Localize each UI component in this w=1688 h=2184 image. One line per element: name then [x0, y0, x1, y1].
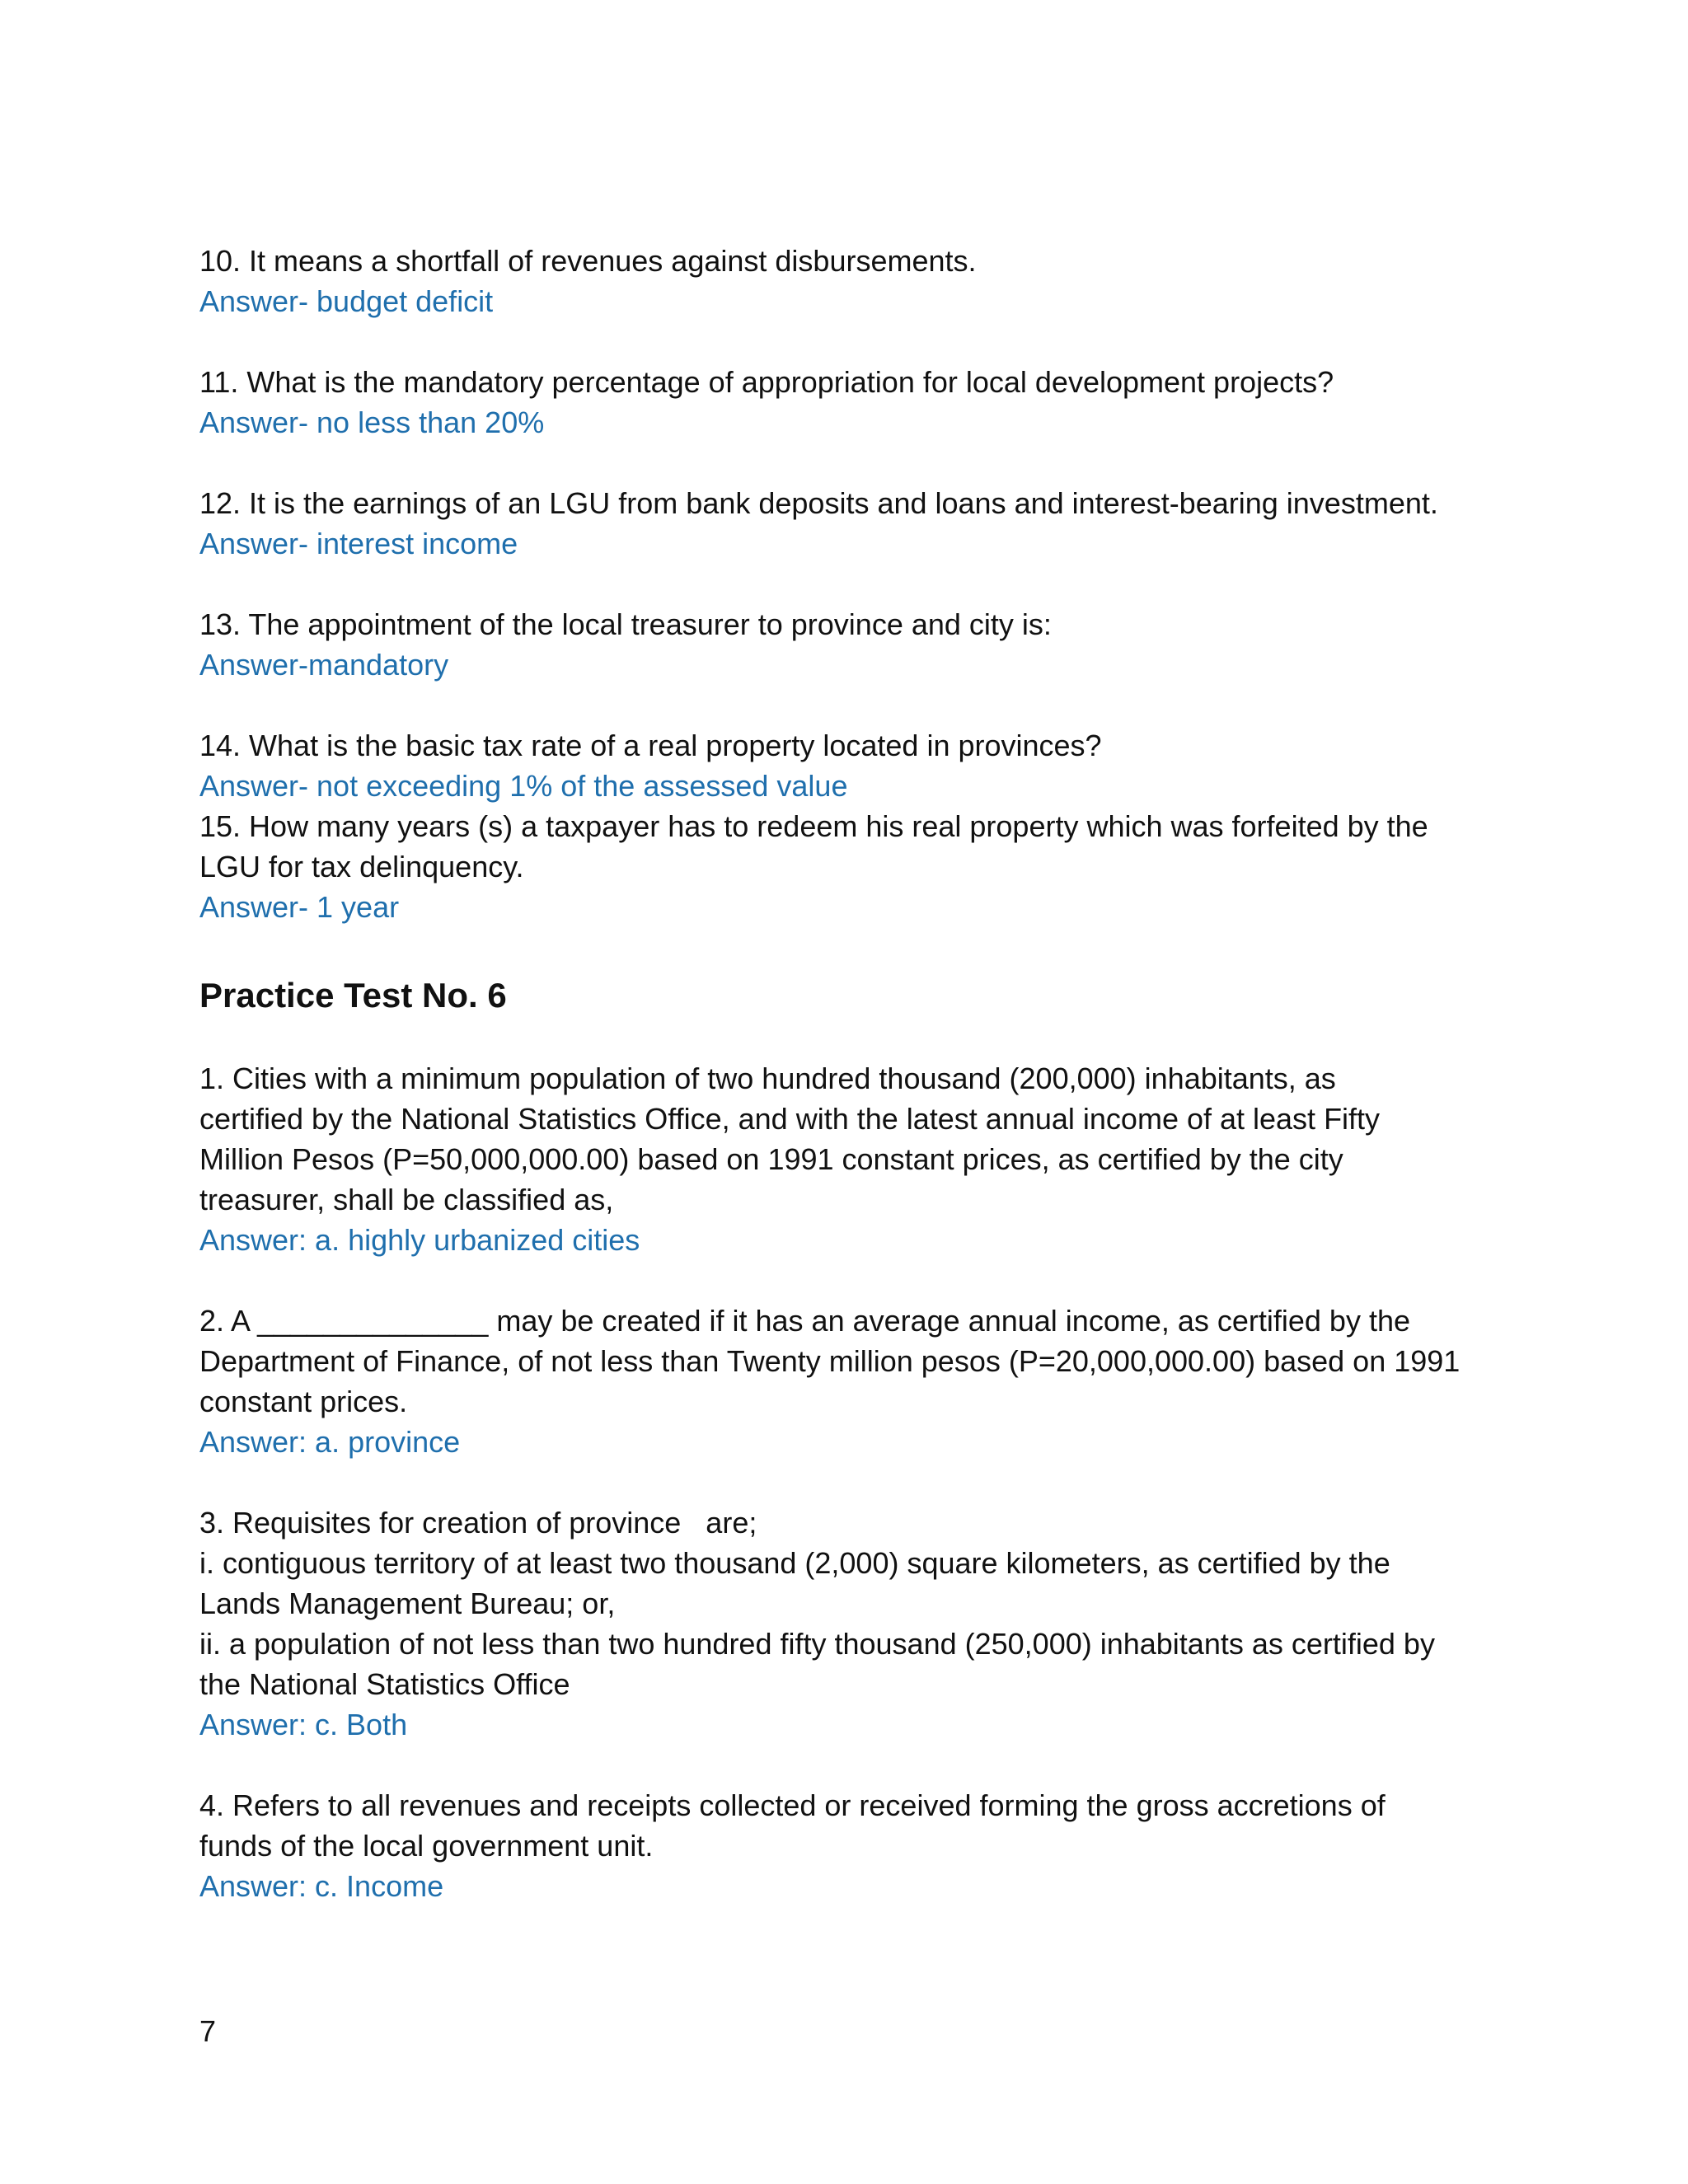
spacer [199, 1015, 1502, 1058]
question-13: 13. The appointment of the local treasurer to province and city is: [199, 607, 1052, 641]
t6-question-1-line-3: Million Pesos (P=50,000,000.00) based on 1991 constant prices, as certified by the city [199, 1142, 1343, 1176]
answer-10: Answer- budget deficit [199, 284, 494, 318]
t6-question-2-line-3: constant prices. [199, 1385, 408, 1418]
question-15-line-2: LGU for tax delinquency. [199, 850, 524, 883]
t6-question-4-line-1: 4. Refers to all revenues and receipts collected or received forming the gross accretions of [199, 1788, 1386, 1822]
t6-question-1-line-1: 1. Cities with a minimum population of two hundred thousand (200,000) inhabitants, as [199, 1062, 1336, 1095]
question-15-line-1: 15. How many years (s) a taxpayer has to redeem his real property which was forfeited by the [199, 809, 1428, 843]
answer-11: Answer- no less than 20% [199, 405, 545, 439]
t6-question-3-line-3: Lands Management Bureau; or, [199, 1586, 616, 1620]
page-content [199, 241, 1502, 1906]
t6-question-3-line-1: 3. Requisites for creation of province are; [199, 1506, 757, 1540]
answer-14: Answer- not exceeding 1% of the assessed value [199, 769, 848, 803]
section-heading: Practice Test No. 6 [199, 976, 507, 1015]
t6-question-1-line-4: treasurer, shall be classified as, [199, 1183, 614, 1216]
t6-answer-3: Answer: c. Both [199, 1708, 408, 1741]
t6-answer-1: Answer: a. highly urbanized cities [199, 1223, 640, 1257]
answer-12: Answer- interest income [199, 527, 518, 560]
question-11: 11. What is the mandatory percentage of appropriation for local development projects? [199, 365, 1334, 399]
spacer [199, 443, 1502, 483]
t6-answer-2: Answer: a. province [199, 1425, 461, 1459]
t6-answer-4: Answer: c. Income [199, 1869, 444, 1903]
t6-question-4-line-2: funds of the local government unit. [199, 1829, 654, 1863]
t6-question-3-line-4: ii. a population of not less than two hundred fifty thousand (250,000) inhabitants as certified by [199, 1627, 1435, 1661]
question-10: 10. It means a shortfall of revenues against disbursements. [199, 244, 977, 278]
t6-question-3-line-5: the National Statistics Office [199, 1667, 570, 1701]
spacer [199, 564, 1502, 604]
t6-question-2-line-1: 2. A ______________ may be created if it has an average annual income, as certified by the [199, 1304, 1411, 1338]
spacer [199, 1745, 1502, 1785]
spacer [199, 1462, 1502, 1502]
spacer [199, 1260, 1502, 1301]
t6-question-3-line-2: i. contiguous territory of at least two thousand (2,000) square kilometers, as certified by the [199, 1546, 1390, 1580]
spacer [199, 927, 1502, 975]
spacer [199, 321, 1502, 362]
spacer [199, 685, 1502, 725]
answer-13: Answer-mandatory [199, 648, 449, 682]
page-number: 7 [199, 2014, 217, 2048]
t6-question-1-line-2: certified by the National Statistics Office, and with the latest annual income of at least Fifty [199, 1102, 1381, 1136]
answer-15: Answer- 1 year [199, 890, 400, 924]
question-12: 12. It is the earnings of an LGU from bank deposits and loans and interest-bearing investment. [199, 486, 1438, 520]
question-14: 14. What is the basic tax rate of a real property located in provinces? [199, 729, 1102, 762]
t6-question-2-line-2: Department of Finance, of not less than Twenty million pesos (P=20,000,000.00) based on 1991 [199, 1344, 1461, 1378]
